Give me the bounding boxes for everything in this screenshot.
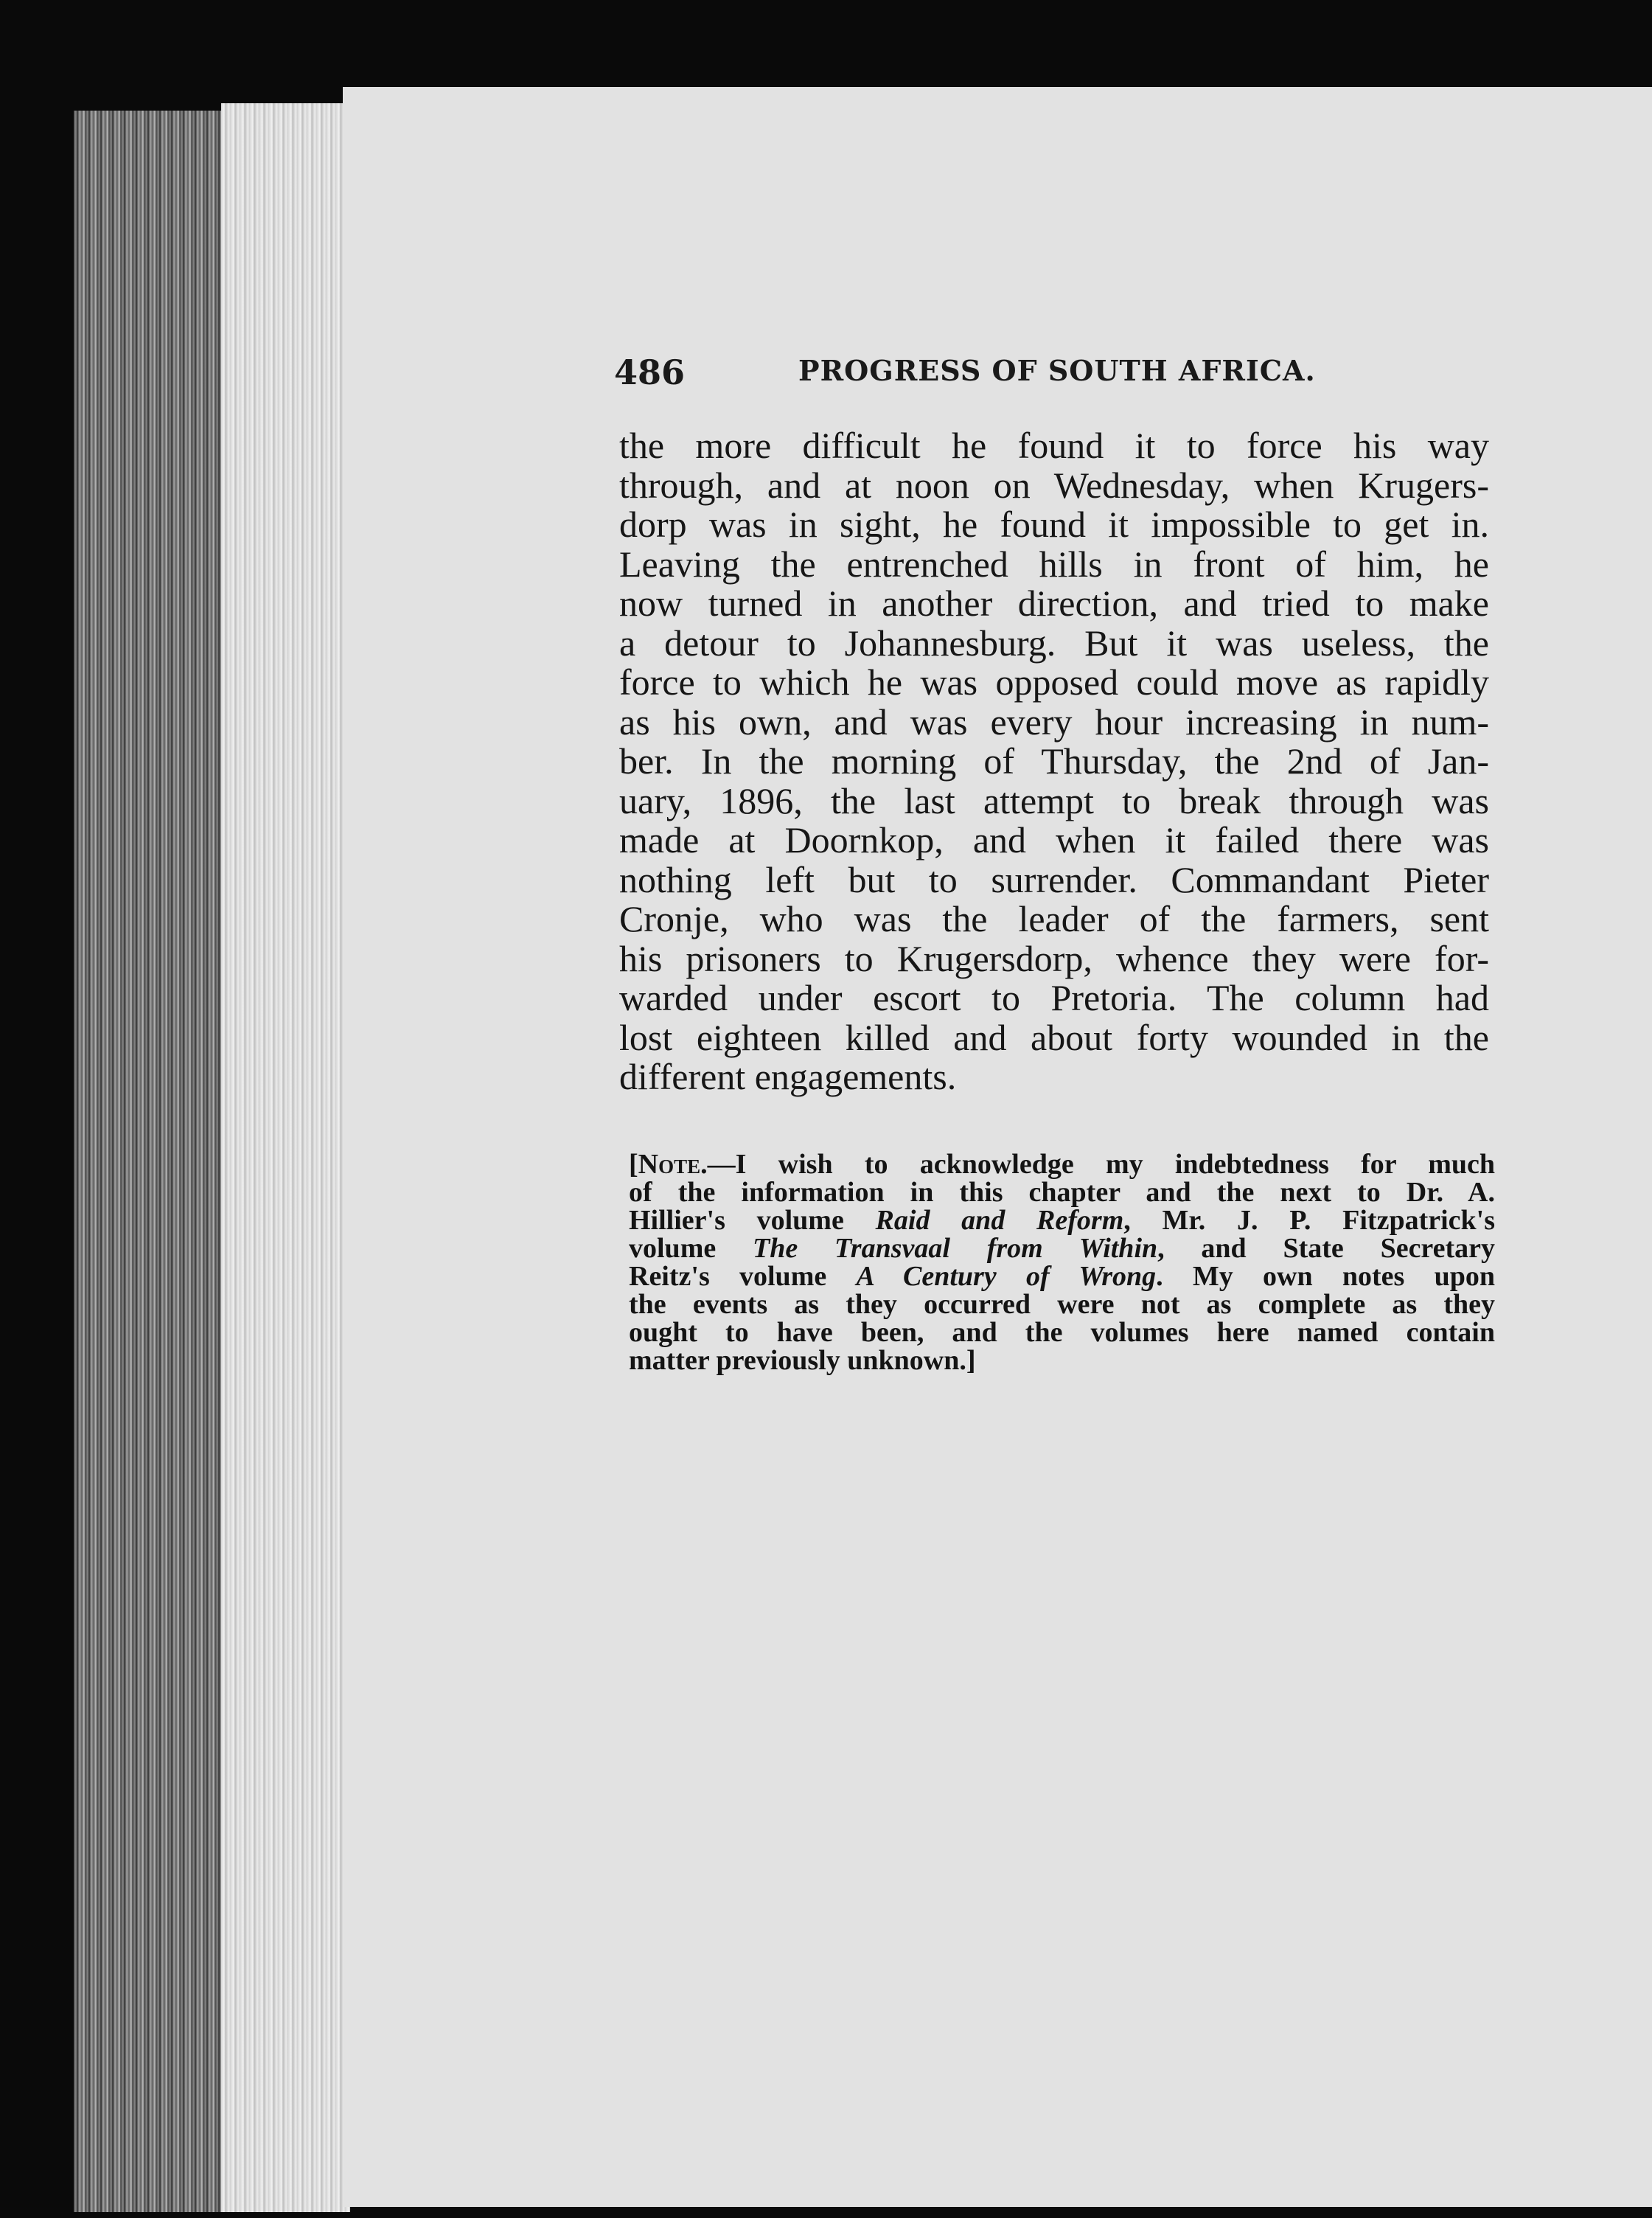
body-line: lost eighteen killed and about forty wounded in the — [619, 1016, 1489, 1058]
body-line: Cronje, who was the leader of the farmers, sent — [619, 898, 1489, 939]
running-head — [614, 352, 1316, 404]
running-title: PROGRESS OF SOUTH AFRICA. — [798, 354, 1316, 387]
body-line: force to which he was opposed could move as rapidly — [619, 661, 1489, 703]
note-text: Reitz's volume — [629, 1261, 857, 1292]
note-line: the events as they occurred were not as complete as they — [629, 1289, 1495, 1320]
note-line: matter previously unknown.] — [629, 1345, 976, 1376]
footnote — [629, 1150, 1495, 1374]
book-page — [343, 87, 1652, 2207]
body-line: uary, 1896, the last attempt to break through was — [619, 779, 1489, 821]
note-text: volume — [629, 1233, 753, 1264]
note-text: . My own notes upon — [1156, 1261, 1495, 1292]
note-line — [629, 1206, 1495, 1234]
note-line — [629, 1234, 1495, 1262]
body-line: now turned in another direction, and tried to make — [619, 583, 1489, 624]
note-line — [629, 1150, 1495, 1178]
body-line: nothing left but to surrender. Commandant Pieter — [619, 858, 1489, 900]
body-line: his prisoners to Krugersdorp, whence they were for- — [619, 937, 1489, 979]
note-line: ought to have been, and the volumes here named contain — [629, 1317, 1495, 1348]
note-text: .—I wish to acknowledge my indebtedness for much — [700, 1149, 1495, 1180]
body-line: dorp was in sight, he found it impossible to get in. — [619, 504, 1489, 545]
body-line: through, and at noon on Wednesday, when Krugers- — [619, 464, 1489, 506]
body-paragraph — [619, 426, 1489, 1097]
page-number: 486 — [614, 352, 686, 392]
note-line — [629, 1262, 1495, 1290]
body-line: warded under escort to Pretoria. The column had — [619, 977, 1489, 1018]
note-line: of the information in this chapter and the next to Dr. A. — [629, 1177, 1495, 1208]
body-line: a detour to Johannesburg. But it was useless, the — [619, 622, 1489, 664]
body-line: made at Doornkop, and when it failed there was — [619, 819, 1489, 861]
body-line: the more difficult he found it to force his way — [619, 425, 1489, 466]
note-text: , and State Secretary — [1157, 1233, 1495, 1264]
note-text: Hillier's volume — [629, 1205, 876, 1236]
book-title: Raid and Reform — [875, 1205, 1124, 1236]
body-line: Leaving the entrenched hills in front of him, he — [619, 543, 1489, 585]
note-open-bracket: [ — [629, 1149, 638, 1180]
body-line: different engagements. — [619, 1056, 957, 1097]
note-text: , Mr. J. P. Fitzpatrick's — [1123, 1205, 1496, 1236]
page-edges-light — [221, 103, 350, 2212]
note-label: Note — [638, 1149, 701, 1180]
body-line: ber. In the morning of Thursday, the 2nd of Jan- — [619, 740, 1489, 782]
body-line: as his own, and was every hour increasing in num- — [619, 700, 1489, 743]
book-title: The Transvaal from Within — [753, 1233, 1158, 1264]
book-title: A Century of Wrong — [856, 1261, 1157, 1292]
